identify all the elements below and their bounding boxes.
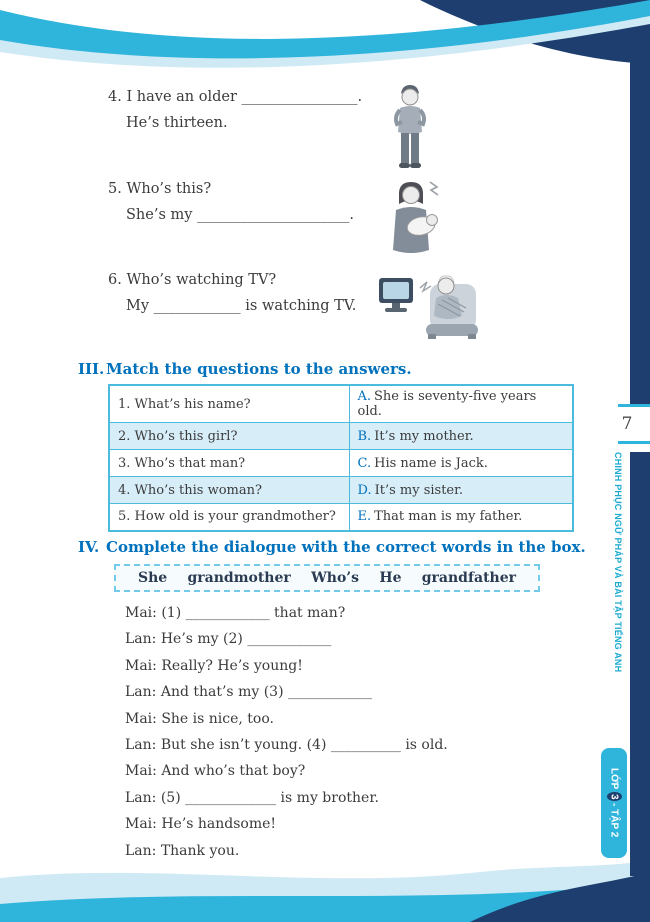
boy-illustration [388,84,432,170]
answer-text: It’s my sister. [374,482,464,498]
section-number: IV. [78,538,100,556]
header-swoosh-decoration [0,0,650,88]
question-cell: 4. Who’s this woman? [109,477,349,504]
page-number: 7 [621,414,633,434]
table-row [109,504,573,531]
answer-text: His name is Jack. [374,455,488,471]
exercise-text: Who’s this? [126,181,212,197]
word-box-word: grandmother [187,570,291,586]
question-cell: 5. How old is your grandmother? [109,504,349,531]
sidebar-vertical-title: CHINH PHỤC NGỮ PHÁP VÀ BÀI TẬP TIẾNG ANH [613,452,623,673]
dialogue-line: Mai: She is nice, too. [125,710,274,727]
dialogue-line: Mai: Really? He’s young! [125,657,303,674]
page-number-block [604,404,650,444]
question-cell: 2. Who’s this girl? [109,423,349,450]
word-box-word: grandfather [421,570,516,586]
dialogue-line: Lan: (5) _____________ is my brother. [125,789,379,806]
badge-lop-label: LỚP [608,768,620,790]
badge-rest-label: - TẬP 2 [608,803,620,838]
grandfather-tv-illustration [378,272,478,340]
exercise-line: She’s my _____________________. [126,207,354,223]
section-title: Match the questions to the answers. [106,360,412,378]
dialogue-line: Mai: And who’s that boy? [125,763,306,780]
answer-text: That man is my father. [374,509,523,525]
answer-cell [349,504,573,531]
exercise-line [108,267,356,293]
item-number: 6. [108,272,122,288]
answer-cell [349,423,573,450]
answer-letter: E. [357,509,372,525]
word-box-word: He [379,570,402,586]
table-row [109,423,573,450]
table-row [109,450,573,477]
item-number: 5. [108,181,122,197]
answer-text: She is seventy-five years old. [357,389,537,419]
exercise-line: He’s thirteen. [126,115,228,131]
right-edge-bar-top [630,52,650,404]
exercise-item-4 [108,84,362,136]
word-box-word: Who’s [311,570,360,586]
answer-letter: A. [357,389,372,404]
exercise-line [108,84,362,110]
dialogue-line: Lan: Thank you. [125,842,240,859]
dialogue-line: Mai: He’s handsome! [125,816,277,833]
dialogue-block [125,600,448,864]
word-box-word: She [138,570,168,586]
exercise-line: My ____________ is watching TV. [126,298,357,314]
answer-letter: C. [357,455,372,471]
sidebar-grade-badge [601,748,627,858]
answer-text: It’s my mother. [374,428,474,444]
section-title: Complete the dialogue with the correct words in the box. [106,538,586,556]
dialogue-line: Lan: But she isn’t young. (4) __________ is old. [125,737,448,754]
exercise-item-6 [108,267,356,319]
answer-cell [349,477,573,504]
dialogue-line: Lan: And that’s my (3) ____________ [125,684,372,701]
answer-cell [349,450,573,477]
question-cell: 1. What’s his name? [109,385,349,423]
answer-cell [349,385,573,423]
dialogue-line: Lan: He’s my (2) ____________ [125,631,332,648]
section-number: III. [78,360,105,378]
question-cell: 3. Who’s that man? [109,450,349,477]
match-table [108,384,574,532]
mother-baby-illustration [383,180,445,256]
dialogue-line: Mai: (1) ____________ that man? [125,605,346,621]
right-edge-bar-bottom [630,452,650,876]
exercise-text: Who’s watching TV? [126,272,277,288]
page-number-rule-bottom [618,441,650,444]
answer-letter: B. [357,428,372,444]
section-4-heading [78,538,586,556]
section-3-heading [78,360,412,378]
exercise-item-5 [108,176,354,228]
table-row [109,385,573,423]
exercise-line [108,176,354,202]
item-number: 4. [108,89,122,105]
grade-number: 3 [608,793,620,800]
answer-letter: D. [357,482,372,498]
table-row [109,477,573,504]
exercise-text: I have an older ________________. [126,89,363,105]
word-box [114,564,540,592]
